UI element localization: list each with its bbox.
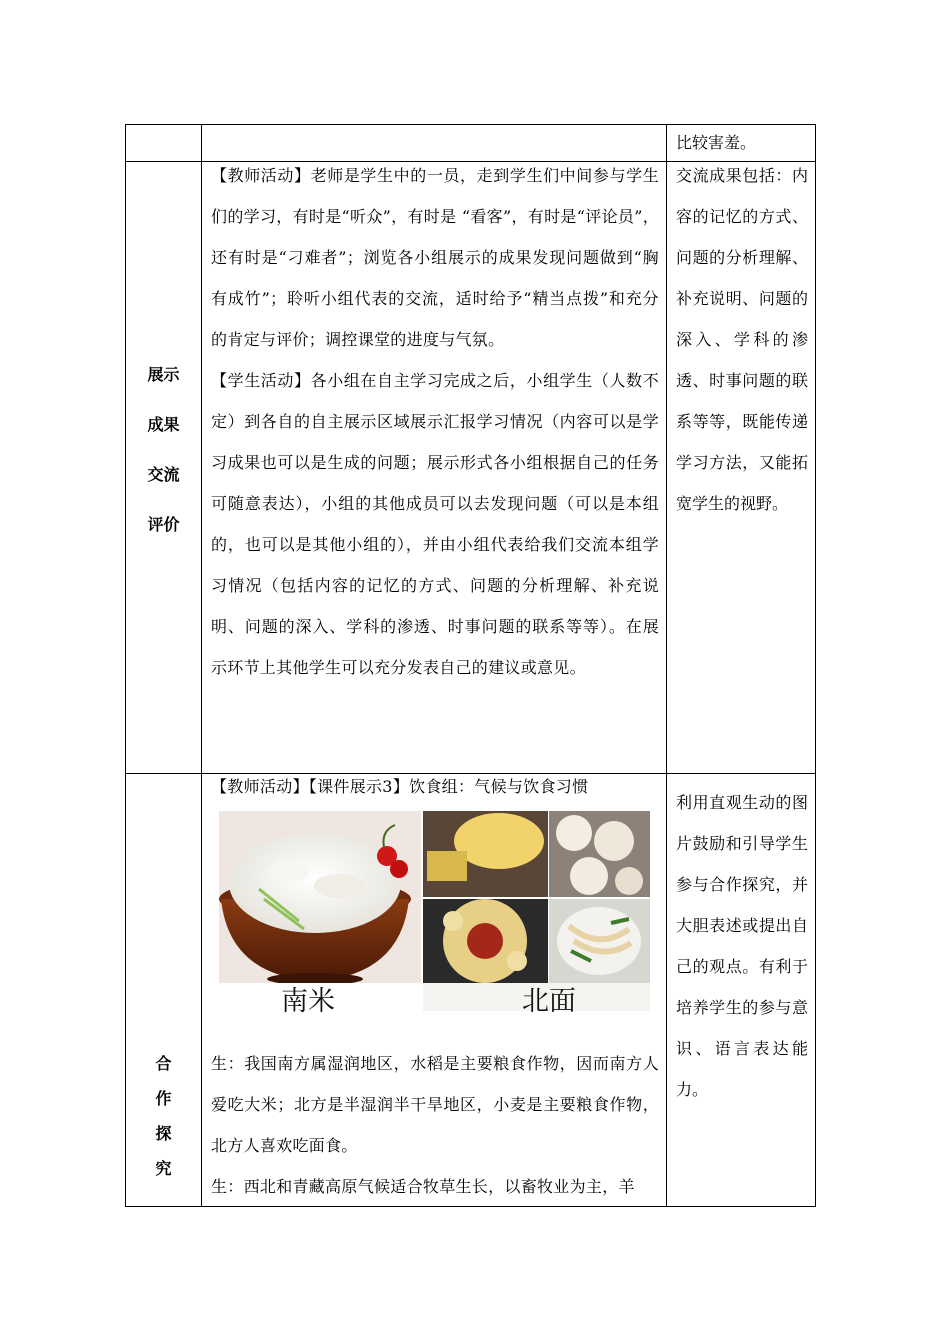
row2-stage-label <box>126 350 201 550</box>
row3-note: 利用直观生动的图片鼓励和引导学生参与合作探究，并大胆表述或提出自己的观点。有利于培养学生的参与意识、语言表达能力。 <box>676 793 808 1099</box>
row3-stage-label <box>126 1046 201 1186</box>
student-activity-paragraph: 【学生活动】各小组在自主学习完成之后，小组学生（人数不定）到各自的自主展示区域展示汇报学习情况（内容可以是学习成果也可以是生成的问题；展示形式各小组根据自己的任务可随意表达），小组的其他成员可以去发现问题（可以是本组的，也可以是其他小组的），并由小组代表给我们交流本组学习情况（包括内容的记忆的方式、问题的分析理解、补充说明、问题的深入、学科的渗透、时事问题的联系等等）。在展示环节上其他学生可以充分发表自己的建议或意见。 <box>211 371 659 677</box>
row1-note: 比较害羞。 <box>676 133 757 152</box>
student-answer-paragraph: 生：我国南方属湿润地区，水稻是主要粮食作物，因而南方人爱吃大米；北方是半湿润半干旱地区，小麦是主要粮食作物，北方人喜欢吃面食。 <box>211 1054 659 1155</box>
row3-activity <box>211 1043 659 1207</box>
rice-label: 南米 <box>281 986 335 1017</box>
noodle-label: 北面 <box>522 986 576 1017</box>
stage-line: 究 <box>155 1159 172 1178</box>
teacher-activity-paragraph: 【教师活动】老师是学生中的一员，走到学生们中间参与学生们的学习，有时是“听众”，有时是 “看客”，有时是“评论员”，还有时是“刁难者”；浏览各小组展示的成果发现问题做到“胸有成竹”；聆听小组代表的交流，适时给予“精当点拨”和充分的肯定与评价；调控课堂的进度与气氛。 <box>211 166 659 349</box>
stage-line: 评价 <box>147 515 180 534</box>
column-divider-1 <box>201 124 202 1207</box>
student-answer-paragraph: 生：西北和青藏高原气候适合牧草生长，以畜牧业为主，羊 <box>211 1177 635 1196</box>
column-divider-2 <box>666 124 667 1207</box>
food-comparison-image <box>219 811 650 1017</box>
stage-line: 探 <box>155 1124 172 1143</box>
stage-line: 作 <box>155 1089 172 1108</box>
stage-line: 交流 <box>147 465 180 484</box>
stage-line: 合 <box>155 1054 172 1073</box>
row2-note: 交流成果包括：内容的记忆的方式、问题的分析理解、补充说明、问题的深入、学科的渗透、时事问题的联系等等，既能传递学习方法，又能拓宽学生的视野。 <box>676 166 808 513</box>
stage-line: 成果 <box>147 415 180 434</box>
stage-line: 展示 <box>147 365 180 384</box>
row2-activity <box>211 155 659 688</box>
row3-heading: 【教师活动】【课件展示3】饮食组：气候与饮食习惯 <box>211 777 589 796</box>
